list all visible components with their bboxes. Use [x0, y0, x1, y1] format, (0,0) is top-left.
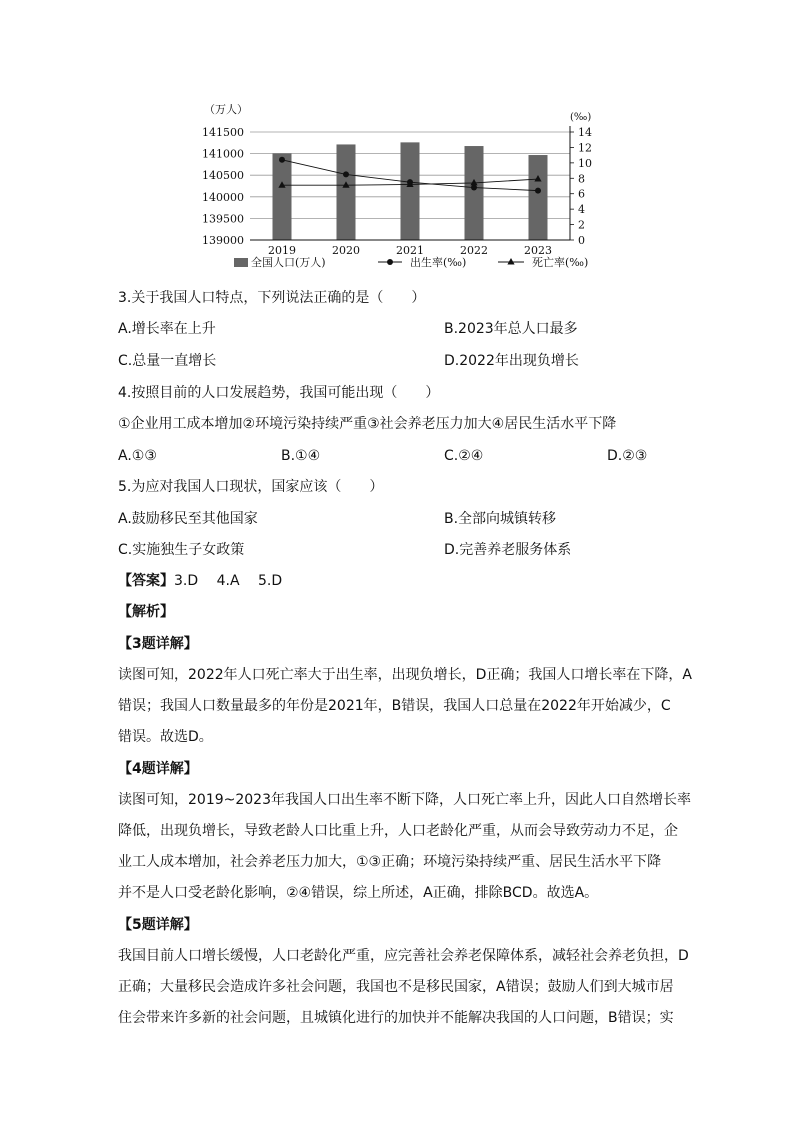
left-tick-label: 141500	[202, 126, 244, 139]
x-tick-label: 2020	[332, 244, 360, 257]
question-3-option-b: B.2023年总人口最多	[444, 321, 578, 337]
legend-birth-marker	[387, 259, 393, 265]
question-5-option-d: D.完善养老服务体系	[444, 542, 572, 558]
detail-line: 我国目前人口增长缓慢，人口老龄化严重，应完善社会养老保障体系，减轻社会养老负担，D	[118, 948, 689, 964]
detail-line: 业工人成本增加，社会养老压力加大，①③正确；环境污染持续严重、居民生活水平下降	[118, 854, 662, 870]
right-tick-label: 2	[578, 218, 585, 232]
population-bar	[529, 155, 548, 240]
legend-death-marker	[507, 258, 514, 265]
detail-5-heading: 【5题详解】	[118, 917, 198, 933]
question-4-items: ①企业用工成本增加②环境污染持续严重③社会养老压力加大④居民生活水平下降	[118, 416, 617, 432]
population-bar	[401, 142, 420, 240]
detail-4-text	[118, 785, 691, 909]
analysis-label: 【解析】	[118, 604, 174, 620]
question-5-option-c: C.实施独生子女政策	[118, 542, 245, 558]
left-tick-label: 141000	[202, 147, 244, 161]
legend-death-rate: 死亡率(‰)	[532, 256, 589, 269]
left-tick-label: 140500	[202, 169, 244, 183]
detail-line: 降低，出现负增长，导致老龄人口比重上升，人口老龄化严重，从而会导致劳动力不足，企	[118, 823, 678, 839]
detail-line: 住会带来许多新的社会问题，且城镇化进行的加快并不能解决我国的人口问题，B错误；实	[118, 1010, 674, 1026]
population-bars	[273, 142, 548, 240]
population-bar	[273, 153, 292, 240]
answer-text: 3.D 4.A 5.D	[174, 573, 283, 589]
detail-line: 正确；大量移民会造成许多社会问题，我国也不是移民国家，A错误；鼓励人们到大城市居	[118, 979, 674, 995]
population-bar	[465, 146, 484, 240]
left-tick-label: 139500	[202, 212, 244, 226]
right-tick-label: 10	[578, 156, 592, 170]
answer-label: 【答案】	[118, 573, 174, 589]
x-tick-label: 2021	[396, 244, 424, 257]
right-tick-label: 12	[578, 141, 592, 155]
answer-line	[118, 571, 282, 591]
right-tick-label: 14	[578, 126, 592, 139]
right-tick-label: 6	[578, 187, 585, 201]
birth-rate-point	[343, 171, 349, 177]
x-tick-label: 2023	[524, 244, 552, 257]
question-4-stem: 4.按照目前的人口发展趋势，我国可能出现（ ）	[118, 385, 440, 401]
detail-line: 读图可知，2019~2023年我国人口出生率不断下降，人口死亡率上升，因此人口自然增长率	[118, 792, 691, 808]
question-3-option-a: A.增长率在上升	[118, 321, 216, 337]
detail-5-text	[118, 941, 689, 1034]
question-3-option-d: D.2022年出现负增长	[444, 353, 579, 369]
detail-4-heading: 【4题详解】	[118, 761, 198, 777]
population-bar	[337, 144, 356, 240]
right-tick-label: 0	[578, 234, 585, 247]
legend-population: 全国人口(万人)	[251, 256, 326, 269]
population-chart	[190, 98, 610, 278]
right-tick-label: 4	[578, 203, 585, 217]
right-tick-label: 8	[578, 172, 585, 186]
chart-legend	[234, 255, 588, 269]
question-3-option-c: C.总量一直增长	[118, 353, 217, 369]
detail-line: 并不是人口受老龄化影响，②④错误，综上所述，A正确，排除BCD。故选A。	[118, 885, 599, 901]
question-3-stem: 3.关于我国人口特点，下列说法正确的是（ ）	[118, 290, 426, 306]
question-5-option-a: A.鼓励移民至其他国家	[118, 511, 258, 527]
detail-3-heading: 【3题详解】	[118, 636, 198, 652]
legend-birth-rate: 出生率(‰)	[410, 256, 467, 269]
birth-rate-point	[471, 185, 477, 191]
left-tick-label: 139000	[202, 234, 244, 247]
detail-line: 错误；我国人口数量最多的年份是2021年，B错误，我国人口总量在2022年开始减少，C	[118, 698, 671, 714]
question-5-option-b: B.全部向城镇转移	[444, 511, 557, 527]
right-axis-label: (‰)	[570, 112, 592, 123]
left-axis-label: （万人）	[204, 103, 248, 116]
question-5-stem: 5.为应对我国人口现状，国家应该（ ）	[118, 479, 384, 495]
birth-rate-point	[279, 157, 285, 163]
detail-line: 读图可知，2022年人口死亡率大于出生率，出现负增长，D正确；我国人口增长率在下降，A	[118, 667, 692, 683]
question-4-option-d: D.②③	[607, 448, 648, 464]
x-tick-label: 2022	[460, 244, 488, 257]
left-tick-label: 140000	[202, 190, 244, 204]
detail-3-text	[118, 660, 692, 753]
detail-line: 错误。故选D。	[118, 729, 213, 745]
question-4-option-a: A.①③	[118, 448, 157, 464]
legend-bar-swatch	[234, 258, 248, 267]
x-tick-label: 2019	[268, 244, 296, 257]
question-4-option-c: C.②④	[444, 448, 484, 464]
question-4-option-b: B.①④	[281, 448, 321, 464]
birth-rate-point	[535, 188, 541, 194]
